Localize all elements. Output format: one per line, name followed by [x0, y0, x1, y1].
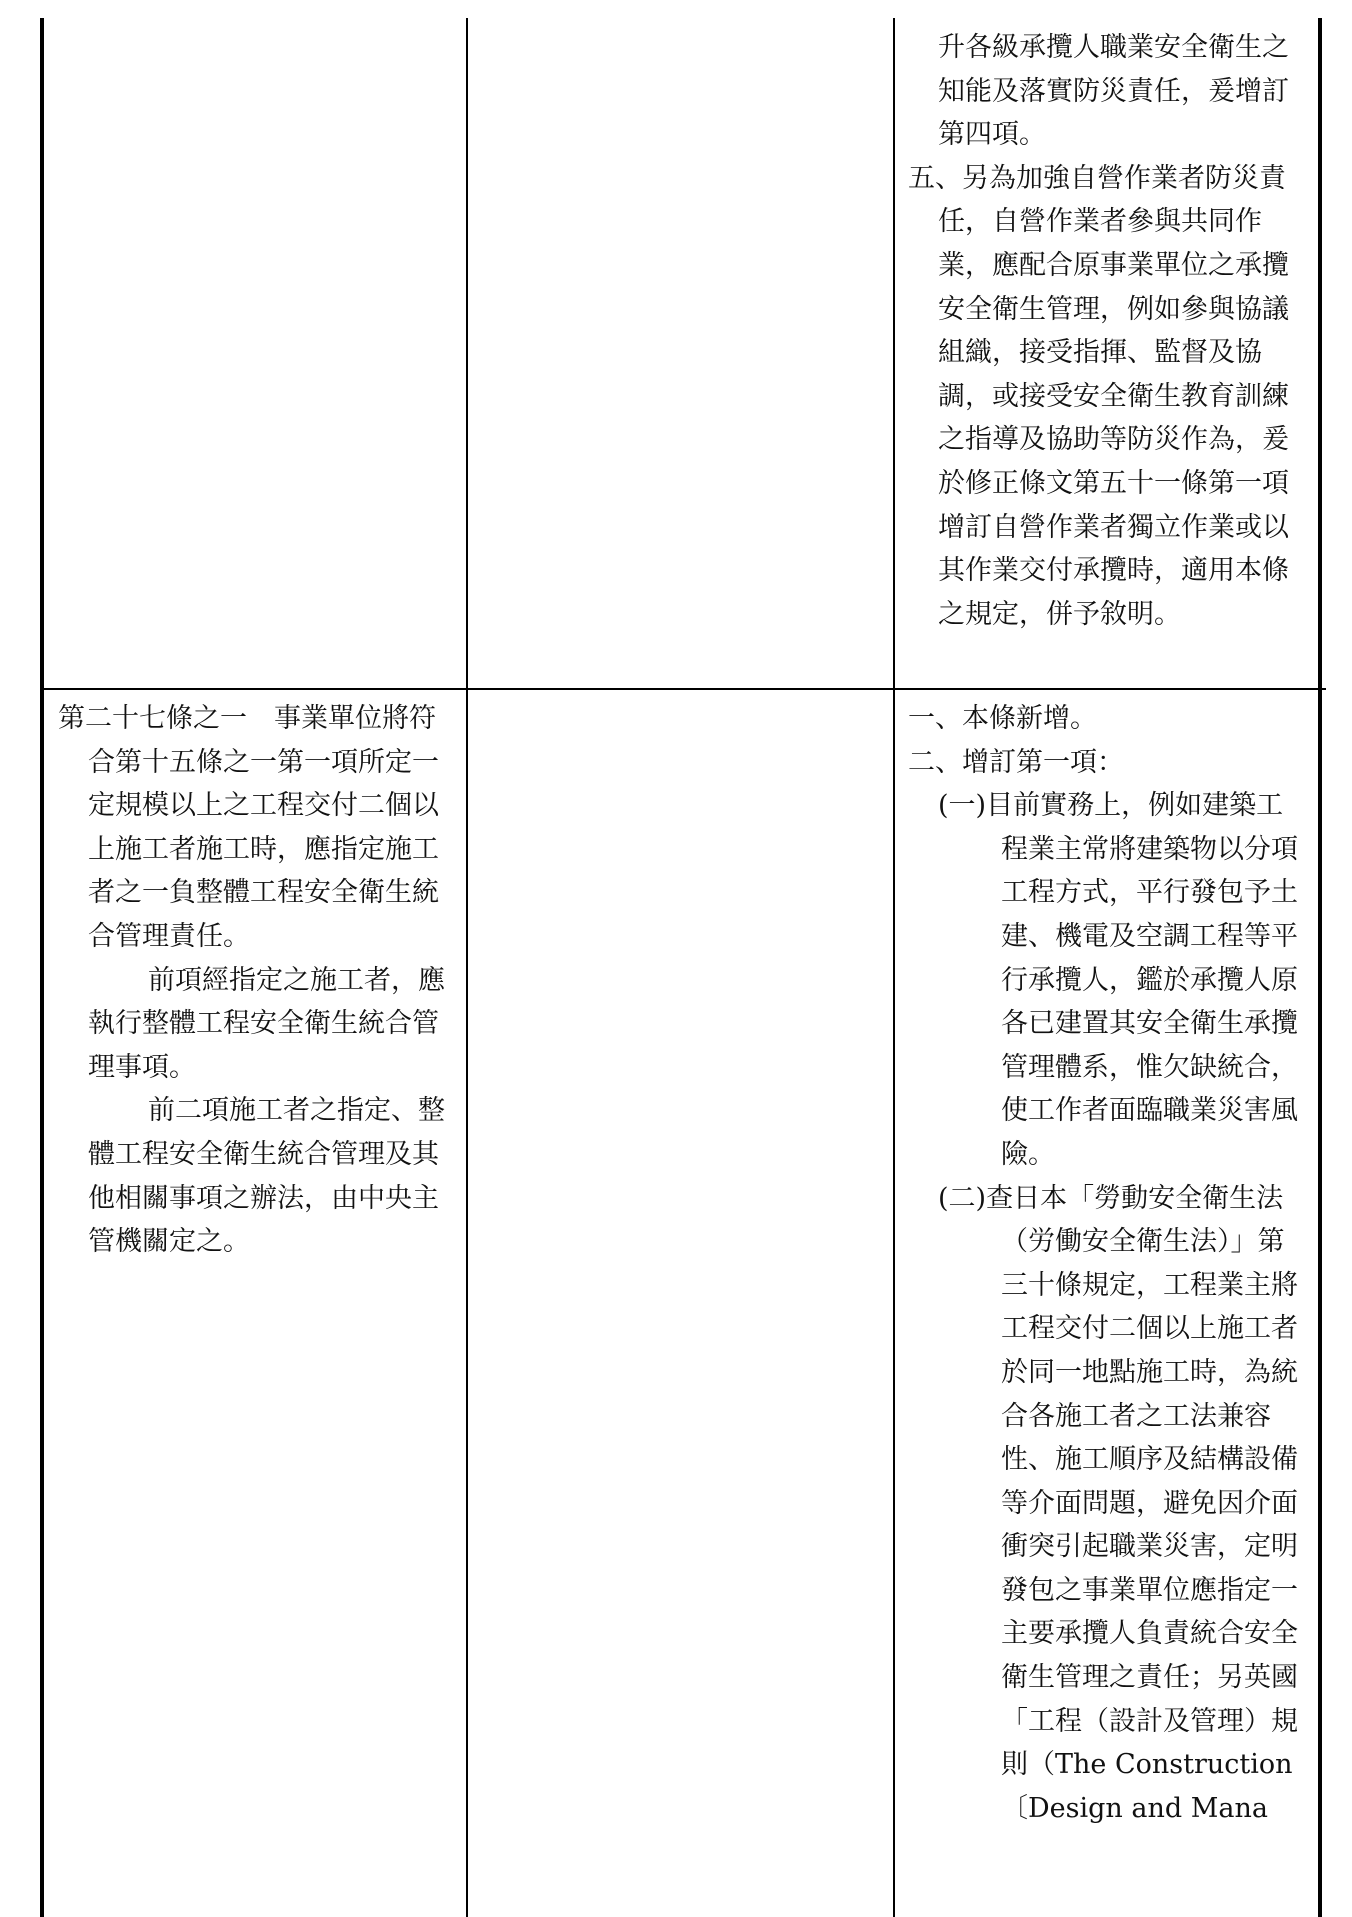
explanation-item-1: 一、本條新增。	[908, 703, 1097, 734]
explanation-subitem-2: (二)查日本「勞動安全衛生法（労働安全衛生法）」第三十條規定，工程業主將工程交付二個以上施工者於同一地點施工時，為統合各施工者之工法兼容性、施工順序及結構設備等介面問題，避免因介面衝突引起職業災害，定明發包之事業單位應指定一主要承攬人負責統合安全衛生管理之責任；另英國「工程（設計及管理）規則（The Construction〔Design and Mana	[938, 1182, 1298, 1824]
table-divider-2	[893, 18, 895, 1917]
article-27-1-text	[58, 697, 456, 1264]
explanation-subitem-1: (一)目前實務上，例如建築工程業主常將建築物以分項工程方式，平行發包予土建、機電及空調工程等平行承攬人，鑑於承攬人原各已建置其安全衛生承攬管理體系，惟欠缺統合，使工作者面臨職業災害風險。	[938, 790, 1298, 1170]
explanation-item-2: 二、增訂第一項：	[908, 746, 1124, 778]
article-paragraph-1: 第二十七條之一 事業單位將符合第十五條之一第一項所定一定規模以上之工程交付二個以上施工者施工時，應指定施工者之一負整體工程安全衛生統合管理責任。	[58, 703, 439, 952]
article-paragraph-2: 前項經指定之施工者，應執行整體工程安全衛生統合管理事項。	[88, 964, 445, 1083]
article-27-1-explanation	[908, 697, 1306, 1830]
row-separator	[42, 688, 1326, 690]
table-border-left	[40, 18, 44, 1917]
explanation-item-5: 五、另為加強自營作業者防災責任，自營作業者參與共同作業，應配合原事業單位之承攬安全衛生管理，例如參與協議組織，接受指揮、監督及協調，或接受安全衛生教育訓練之指導及協助等防災作為，爰於修正條文第五十一條第一項增訂自營作業者獨立作業或以其作業交付承攬時，適用本條之規定，併予敘明。	[908, 162, 1289, 630]
table-divider-1	[466, 18, 468, 1917]
top-row-explanation	[908, 26, 1306, 636]
explanation-continued: 升各級承攬人職業安全衛生之知能及落實防災責任，爰增訂第四項。	[938, 32, 1289, 151]
table-border-right	[1318, 18, 1322, 1917]
article-paragraph-3: 前二項施工者之指定、整體工程安全衛生統合管理及其他相關事項之辦法，由中央主管機關定之。	[88, 1095, 445, 1258]
